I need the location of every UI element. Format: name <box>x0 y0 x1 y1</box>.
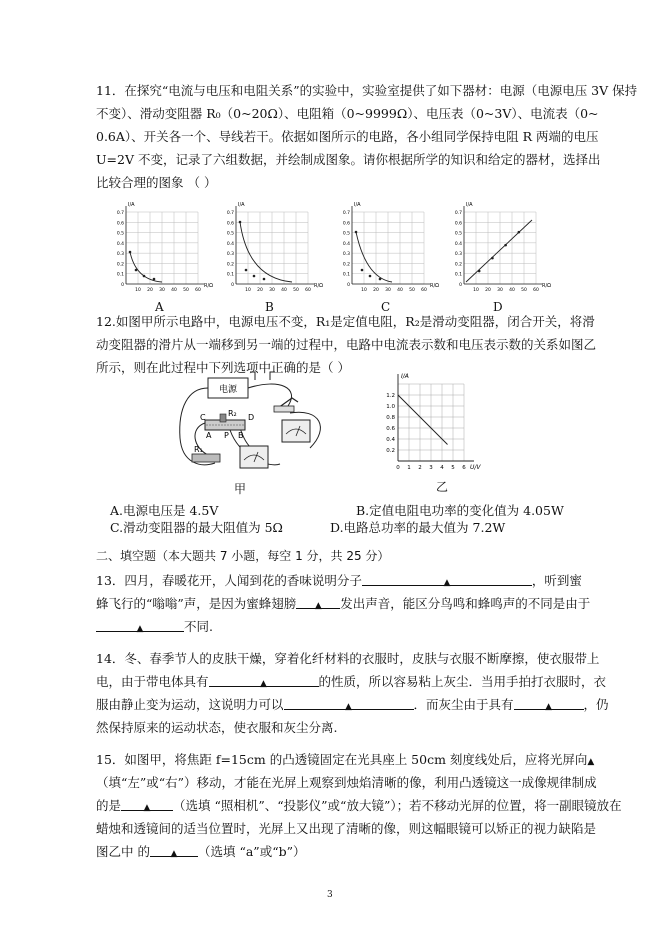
q13-blank-2[interactable] <box>296 596 340 609</box>
q15-blank-2[interactable] <box>121 798 173 811</box>
y-tick-label: 0.5 <box>342 231 350 237</box>
x-tick-label: 50 <box>293 288 299 293</box>
y-tick-label: 0 <box>231 283 234 288</box>
data-point <box>491 257 494 260</box>
x-tick-label: 6 <box>462 465 466 471</box>
data-point <box>129 251 132 254</box>
q12-circuit-diagram <box>170 368 335 480</box>
y-tick-label: 0.7 <box>116 211 124 216</box>
y-tick-label: 0.6 <box>342 221 350 227</box>
y-tick-label: 1.2 <box>386 393 395 399</box>
y-tick-label: 0.6 <box>454 221 462 227</box>
y-tick-label: 0.3 <box>342 252 350 258</box>
data-point <box>369 275 372 278</box>
q11-line-5: 比较合理的图象 （ ） <box>96 175 217 190</box>
circuit-label-a: A <box>206 431 212 440</box>
blank-marker: ▲ <box>170 849 178 859</box>
page-number: 3 <box>327 890 333 900</box>
power-supply-label: 电源 <box>218 385 238 395</box>
q12-iu-graph <box>380 363 500 478</box>
x-tick-label: 40 <box>509 288 515 293</box>
q13-line-3 <box>96 619 213 634</box>
q12-option-d: D.电路总功率的最大值为 7.2W <box>330 520 506 535</box>
q15-line-4: 蜡烛和透镜间的适当位置时，光屏上又出现了清晰的像，则这幅眼镜可以矫正的视力缺陷是 <box>96 821 597 836</box>
q13-text-3b: 不同. <box>184 619 213 634</box>
q14-blank-3[interactable] <box>514 697 584 710</box>
q15-text-1: 15．如图甲，将焦距 f=15cm 的凸透镜固定在光具座上 50cm 刻度线处后，应将光屏向 <box>96 752 588 767</box>
q11-graph-d-letter: D <box>493 300 503 314</box>
y-tick-label: 0.3 <box>454 252 462 258</box>
x-tick-label: 60 <box>305 288 311 293</box>
y-tick-label: 0.4 <box>386 437 395 443</box>
y-tick-label: 0.3 <box>116 252 124 258</box>
y-tick-label: 0.6 <box>386 426 395 432</box>
q15-text-5a: 图乙中 的 <box>96 844 150 859</box>
y-tick-label: 0.1 <box>226 272 234 278</box>
x-tick-label: 3 <box>429 465 433 471</box>
data-point <box>518 231 521 234</box>
x-tick-label: 1 <box>407 465 411 471</box>
blank-marker: ▲ <box>314 601 322 611</box>
blank-marker: ▲ <box>443 578 451 588</box>
y-tick-label: 0 <box>347 283 350 288</box>
y-tick-label: 1.0 <box>386 404 395 410</box>
y-axis-label: I/A <box>128 202 135 208</box>
y-tick-label: 0.4 <box>454 241 462 247</box>
circuit-label-b: B <box>238 431 244 440</box>
y-tick-label: 0 <box>121 283 124 288</box>
data-point <box>143 275 146 278</box>
q11-graph-c-letter: C <box>381 300 391 314</box>
y-axis-label: I/A <box>401 373 409 380</box>
x-tick-label: 60 <box>533 288 539 293</box>
q13-blank-3[interactable] <box>96 619 184 632</box>
q13-text-1a: 13．四月，春暖花开，人闻到花的香味说明分子 <box>96 573 362 588</box>
q15-line-2: （填“左”或“右”）移动，才能在光屏上观察到烛焰清晰的像，利用凸透镜这一成像规律制成 <box>96 775 597 790</box>
y-tick-label: 0.2 <box>454 262 462 268</box>
x-tick-label: 2 <box>418 465 422 471</box>
circuit-label-p: P <box>224 431 229 440</box>
section-2-heading: 二、填空题（本大题共 7 小题，每空 1 分，共 25 分） <box>96 549 390 563</box>
blank-marker: ▲ <box>545 702 552 712</box>
x-tick-label: 60 <box>195 288 201 293</box>
q13-line-1 <box>96 573 582 588</box>
y-axis-label: I/A <box>354 202 361 208</box>
circuit-label-c: C <box>200 413 206 422</box>
q13-text-2a: 蜂飞行的“嗡嗡”声，是因为蜜蜂翅膀 <box>96 596 297 611</box>
blank-marker: ▲ <box>260 679 267 689</box>
graph-curve <box>130 252 162 282</box>
q14-text-2b: 的性质，所以容易粘上灰尘．当用手拍打衣服时，衣 <box>318 674 607 689</box>
y-tick-label: 0 <box>459 283 462 288</box>
x-tick-label: 50 <box>183 288 189 293</box>
q13-text-1b: ，听到蜜 <box>531 573 582 588</box>
q15-line-1 <box>96 752 594 770</box>
y-tick-label: 0.6 <box>116 221 124 227</box>
q11-graphs <box>110 200 550 300</box>
y-tick-label: 0.2 <box>226 262 234 268</box>
q12-line-2: 动变阻器的滑片从一端移到另一端的过程中，电路中电流表示数和电压表示数的关系如图乙 <box>96 337 597 352</box>
y-tick-label: 0.5 <box>226 231 234 237</box>
q14-line-2 <box>96 674 606 689</box>
data-point <box>355 231 358 234</box>
y-tick-label: 0.7 <box>342 211 350 216</box>
graph-curve <box>356 232 392 282</box>
data-point <box>361 269 364 272</box>
data-point <box>135 269 138 272</box>
y-tick-label: 0.1 <box>116 272 124 278</box>
q12-option-b: B.定值电阻电功率的变化值为 4.05W <box>356 503 564 518</box>
q12-option-a: A.电源电压是 4.5V <box>110 503 219 518</box>
x-tick-label: 20 <box>257 288 263 293</box>
x-tick-label: 60 <box>421 288 427 293</box>
q14-text-3a: 服由静止变为运动，这说明力可以 <box>96 697 284 712</box>
x-tick-label: 5 <box>451 465 455 471</box>
y-tick-label: 0.7 <box>454 211 462 216</box>
q13-blank-1[interactable] <box>362 573 532 586</box>
q15-blank-3[interactable] <box>150 844 198 857</box>
x-tick-label: 30 <box>269 288 275 293</box>
circuit-label-d: D <box>248 413 255 422</box>
y-tick-label: 0.7 <box>226 211 234 216</box>
circuit-label-r2: R₂ <box>228 409 237 418</box>
x-tick-label: 10 <box>473 288 479 293</box>
x-tick-label: 20 <box>147 288 153 293</box>
q14-text-3c: ，仍 <box>583 697 609 712</box>
x-axis-label: R/Ω <box>430 283 439 289</box>
x-tick-label: 30 <box>497 288 503 293</box>
q12-line-1: 12.如图甲所示电路中，电源电压不变，R₁是定值电阻，R₂是滑动变阻器，闭合开关，将滑 <box>96 314 595 329</box>
q11-line-4: U=2V 不变，记录了六组数据，并绘制成图象。请你根据所学的知识和给定的器材，选择出 <box>96 152 601 167</box>
q12-circuit-caption: 甲 <box>234 482 247 496</box>
x-tick-label: 10 <box>245 288 251 293</box>
x-tick-label: 10 <box>135 288 141 293</box>
y-tick-label: 0.8 <box>386 415 395 421</box>
y-tick-label: 0.1 <box>454 272 462 278</box>
circuit-label-r1: R₁ <box>194 445 203 454</box>
q13-text-2b: 发出声音，能区分鸟鸣和蜂鸣声的不同是由于 <box>340 596 591 611</box>
blank-marker: ▲ <box>143 803 151 813</box>
iu-line <box>398 395 448 445</box>
data-point <box>245 269 248 272</box>
y-axis-label: I/A <box>238 202 245 208</box>
q15-text-3a: 的是 <box>96 798 122 813</box>
blank-marker: ▲ <box>345 702 352 712</box>
data-point <box>239 221 242 224</box>
q14-line-1: 14．冬、春季节人的皮肤干燥，穿着化纤材料的衣服时，皮肤与衣服不断摩擦，使衣服带上 <box>96 651 600 666</box>
data-point <box>504 244 507 247</box>
q15-line-5 <box>96 844 305 859</box>
x-tick-label: 30 <box>159 288 165 293</box>
q14-line-3 <box>96 697 609 712</box>
data-point <box>153 278 156 281</box>
q12-option-c: C.滑动变阻器的最大阻值为 5Ω <box>110 520 283 535</box>
y-tick-label: 0.2 <box>386 448 395 454</box>
x-axis-label: R/Ω <box>204 283 213 289</box>
y-tick-label: 0.6 <box>226 221 234 227</box>
x-tick-label: 20 <box>485 288 491 293</box>
y-tick-label: 0.5 <box>454 231 462 237</box>
data-point <box>253 275 256 278</box>
y-tick-label: 0.1 <box>342 272 350 278</box>
y-axis-label: I/A <box>466 202 473 208</box>
x-tick-label: 4 <box>440 465 444 471</box>
blank-marker: ▲ <box>136 624 144 634</box>
y-tick-label: 0.2 <box>342 262 350 268</box>
x-tick-label: 40 <box>171 288 177 293</box>
y-tick-label: 0.4 <box>116 241 124 247</box>
x-tick-label: 40 <box>397 288 403 293</box>
q11-graph-a-letter: A <box>155 300 164 314</box>
x-tick-label: 50 <box>409 288 415 293</box>
q14-line-4: 然保持原来的运动状态，使衣服和灰尘分离. <box>96 720 338 735</box>
x-tick-label: 30 <box>385 288 391 293</box>
q14-text-2a: 电，由于带电体具有 <box>96 674 209 689</box>
data-point <box>379 278 382 281</box>
x-tick-label: 10 <box>361 288 367 293</box>
q14-blank-1[interactable] <box>209 674 319 687</box>
q12-line-3: 所示，则在此过程中下列选项中正确的是（ ） <box>96 360 350 375</box>
x-tick-label: 50 <box>521 288 527 293</box>
q11-line-3: 0.6A）、开关各一个、导线若干。依据如图所示的电路，各小组同学保持电阻 R 两端的电压 <box>96 129 599 144</box>
x-tick-label: 20 <box>373 288 379 293</box>
data-point <box>478 270 481 273</box>
y-tick-label: 0.4 <box>342 241 350 247</box>
y-tick-label: 0.4 <box>226 241 234 247</box>
x-axis-label: R/Ω <box>314 283 323 289</box>
q11-line-1: 11．在探究“电流与电压和电阻关系”的实验中，实验室提供了如下器材：电源（电源电压 3V 保持 <box>96 83 638 98</box>
y-tick-label: 0.2 <box>116 262 124 268</box>
q12-graph-caption: 乙 <box>436 480 449 494</box>
blank-marker: ▲ <box>587 757 595 767</box>
q15-line-3 <box>96 798 622 813</box>
x-tick-label: 0 <box>396 465 400 471</box>
data-point <box>263 278 266 281</box>
q14-blank-2[interactable] <box>284 697 414 710</box>
q15-text-5b: （选填 “a”或“b”） <box>197 844 306 859</box>
x-tick-label: 40 <box>281 288 287 293</box>
q11-graph-b-letter: B <box>265 300 274 314</box>
q13-line-2 <box>96 596 590 611</box>
q11-line-2: 不变）、滑动变阻器 R₀（0~20Ω）、电阻箱（0~9999Ω）、电压表（0~3V）、电流表（0~ <box>96 106 599 121</box>
y-tick-label: 0.3 <box>226 252 234 258</box>
y-tick-label: 0.5 <box>116 231 124 237</box>
x-axis-label: U/V <box>470 464 481 471</box>
q14-text-3b: ．而灰尘由于具有 <box>413 697 514 712</box>
x-axis-label: R/Ω <box>542 283 551 289</box>
q15-text-3b: （选填 “照相机”、“投影仪”或“放大镜”）；若不移动光屏的位置，将一副眼镜放在 <box>173 798 622 813</box>
